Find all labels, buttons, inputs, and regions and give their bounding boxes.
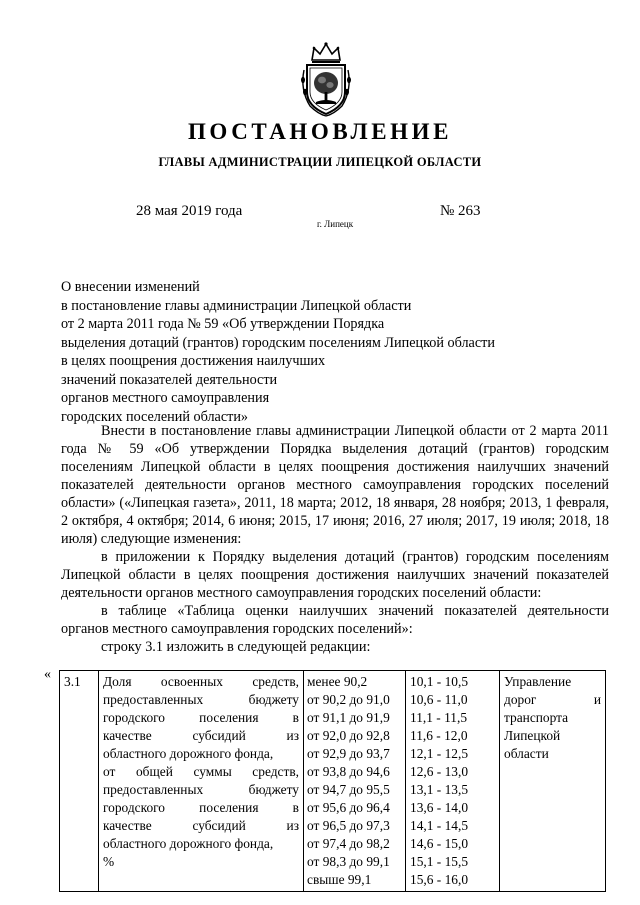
document-city: г. Липецк: [317, 219, 354, 229]
indicator-line: предоставленных бюджету: [103, 782, 299, 797]
range-value: от 92,0 до 92,8: [307, 728, 390, 743]
range-value: от 92,9 до 93,7: [307, 746, 390, 761]
score-value: 13,6 - 14,0: [410, 800, 469, 815]
indicator-line: предоставленных бюджету: [103, 692, 299, 707]
table-row: [60, 671, 606, 892]
heading-line: в постановление главы администрации Липецкой области: [61, 297, 412, 314]
heading-line: выделения дотаций (грантов) городским поселениям Липецкой области: [61, 334, 495, 351]
range-cell: [304, 671, 406, 892]
range-value: от 96,5 до 97,3: [307, 818, 390, 833]
opening-quote: «: [44, 667, 51, 682]
document-date: 28 мая 2019 года: [136, 203, 243, 219]
score-value: 11,6 - 12,0: [410, 728, 468, 743]
score-value: 14,6 - 15,0: [410, 836, 469, 851]
body-paragraph: в приложении к Порядку выделения дотаций (грантов) городским поселениям Липецкой области в целях поощрения достижения наилучших значений показателей деятельности органов местного самоуправления городских поселений области:: [61, 549, 609, 601]
responsible-cell: [500, 671, 606, 892]
responsible-line: дорог и: [504, 692, 601, 707]
heading-line: от 2 марта 2011 года № 59 «Об утверждении Порядка: [61, 316, 385, 332]
row-number: 3.1: [64, 674, 81, 689]
score-value: 10,1 - 10,5: [410, 674, 469, 689]
score-value: 12,1 - 12,5: [410, 746, 469, 761]
range-value: от 91,1 до 91,9: [307, 710, 390, 725]
row-number-cell: [60, 671, 99, 892]
document-number: № 263: [440, 203, 481, 219]
heading-line: городских поселений области»: [61, 408, 249, 425]
indicator-table: [59, 670, 606, 892]
score-value: 15,1 - 15,5: [410, 854, 469, 869]
score-value: 15,6 - 16,0: [410, 872, 469, 887]
heading-line: в целях поощрения достижения наилучших: [61, 353, 326, 369]
indicator-line: областного дорожного фонда,: [103, 836, 274, 851]
range-value: менее 90,2: [307, 674, 368, 689]
score-value: 12,6 - 13,0: [410, 764, 469, 779]
document-body: [61, 422, 609, 656]
heading-line: органов местного самоуправления: [61, 390, 270, 406]
score-value: 11,1 - 11,5: [410, 710, 468, 725]
score-value: 14,1 - 14,5: [410, 818, 469, 833]
indicator-line: от общей суммы средств,: [103, 764, 299, 779]
score-value: 13,1 - 13,5: [410, 782, 469, 797]
range-value: от 98,3 до 99,1: [307, 854, 390, 869]
indicator-cell: [99, 671, 304, 892]
document-title: ПОСТАНОВЛЕНИЕ: [187, 119, 453, 144]
heading-line: О внесении изменений: [61, 279, 200, 295]
responsible-line: Липецкой: [504, 728, 561, 743]
document-subtitle: ГЛАВЫ АДМИНИСТРАЦИИ ЛИПЕЦКОЙ ОБЛАСТИ: [158, 155, 482, 169]
document-heading: [61, 278, 495, 426]
body-paragraph: Внести в постановление главы администрации Липецкой области от 2 марта 2011 года № 59 «Об утверждении Порядка выделения дотаций (грантов) городским поселениям Липецкой области в целях поощрения достижения наилучших значений показателей деятельности органов местного самоуправления городских поселений области» («Липецкая газета», 2011, 18 марта; 2012, 18 января, 28 ноября; 2013, 1 февраля, 2 октября, 4 октября; 2014, 6 июня; 2015, 17 июня; 2016, 27 июля; 2017, 19 июля; 2018, 18 июля) следующие изменения:: [61, 423, 609, 547]
score-cell: [406, 671, 500, 892]
coat-of-arms-icon: [296, 40, 356, 118]
indicator-line: качестве субсидий из: [103, 728, 299, 743]
responsible-line: области: [504, 746, 549, 761]
indicator-line: Доля освоенных средств,: [103, 674, 299, 689]
range-value: от 93,8 до 94,6: [307, 764, 390, 779]
range-value: от 90,2 до 91,0: [307, 692, 390, 707]
range-value: свыше 99,1: [307, 872, 372, 887]
responsible-line: Управление: [504, 674, 572, 689]
indicator-line: областного дорожного фонда,: [103, 746, 274, 761]
range-value: от 97,4 до 98,2: [307, 836, 390, 851]
range-value: от 95,6 до 96,4: [307, 800, 390, 815]
indicator-line: городского поселения в: [103, 710, 299, 725]
indicator-line: качестве субсидий из: [103, 818, 299, 833]
range-value: от 94,7 до 95,5: [307, 782, 390, 797]
body-paragraph: в таблице «Таблица оценки наилучших значений показателей деятельности органов местного самоуправления городских поселений»:: [61, 603, 609, 637]
indicator-line: городского поселения в: [103, 800, 299, 815]
responsible-line: транспорта: [504, 710, 569, 725]
heading-line: значений показателей деятельности: [61, 371, 278, 388]
indicator-line: %: [103, 854, 115, 869]
body-paragraph: строку 3.1 изложить в следующей редакции:: [101, 639, 371, 655]
score-value: 10,6 - 11,0: [410, 692, 468, 707]
